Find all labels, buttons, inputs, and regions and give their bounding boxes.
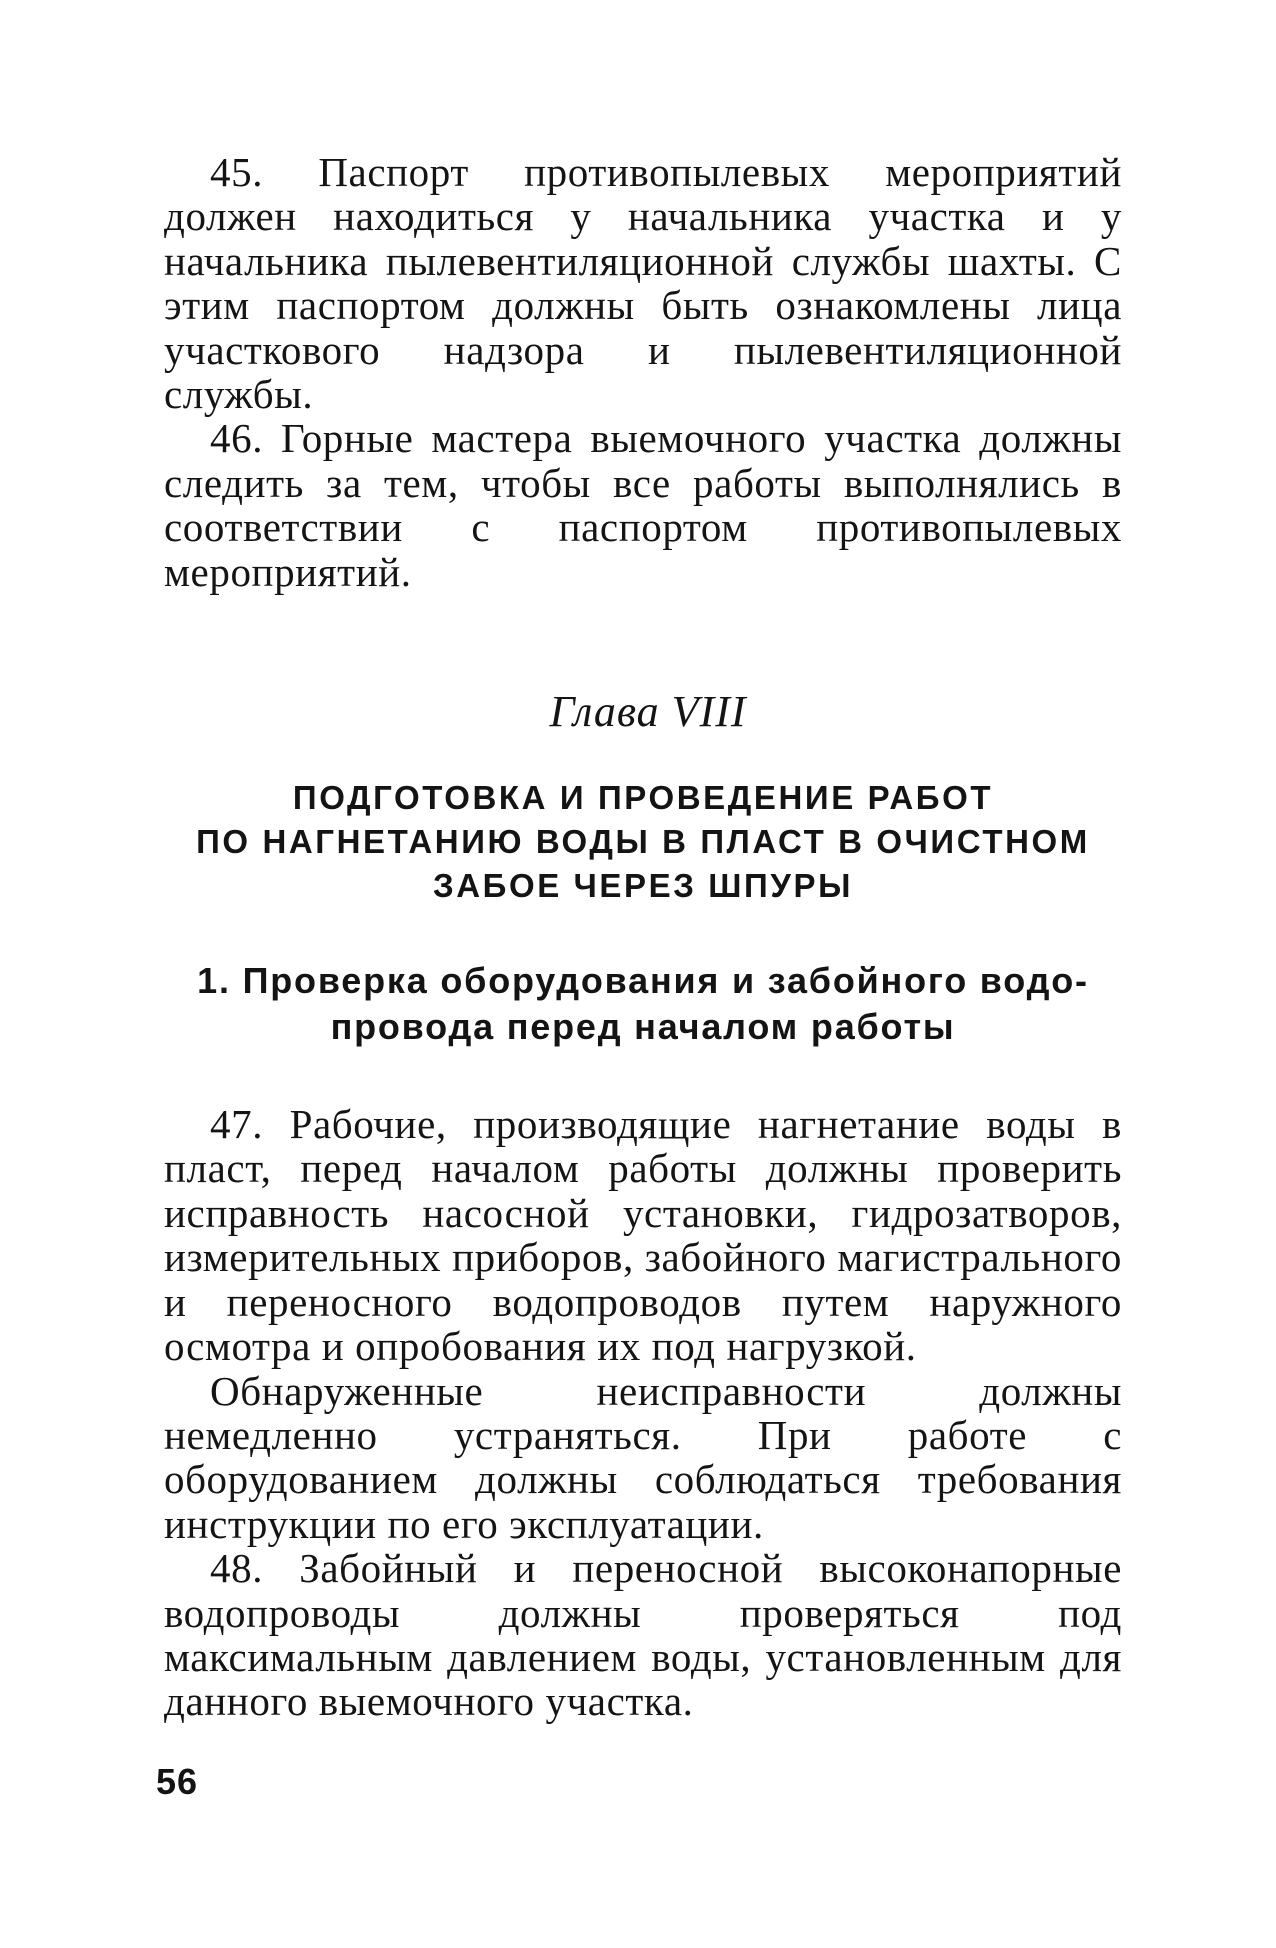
section-title (164, 958, 1122, 1050)
paragraph-47-continued: Обнаруженные неисправности должны немедленно устраняться. При работе с оборудованием должны соблюдаться требования инструкции по его эксплуатации. (164, 1367, 1122, 1547)
chapter-title-line: ПО НАГНЕТАНИЮ ВОДЫ В ПЛАСТ В ОЧИСТНОМ (196, 823, 1090, 861)
page-number: 56 (156, 1761, 199, 1802)
section-title-line: провода перед началом работы (330, 1006, 956, 1048)
chapter-title (164, 776, 1122, 908)
paragraph-48: 48. Забойный и переносной высоконапорные водопроводы должны проверяться под максимальным давлением воды, установленным для данного выемочного участка. (164, 1545, 1122, 1725)
chapter-title-line: ПОДГОТОВКА И ПРОВЕДЕНИЕ РАБОТ (292, 779, 994, 817)
section-title-line: 1. Проверка оборудования и забойного водо- (197, 960, 1089, 1002)
section-body (164, 1102, 1122, 1724)
chapter-label: Глава VIII (549, 687, 747, 737)
page-body (164, 150, 1122, 1724)
paragraph-47: 47. Рабочие, производящие нагнетание воды в пласт, перед началом работы должны проверить исправность насосной установки, гидрозатворов, измерительных приборов, забойного магистрального и переносного водопроводов путем наружного осмотра и опробования их под нагрузкой. (164, 1101, 1122, 1370)
paragraph-46: 46. Горные мастера выемочного участка должны следить за тем, чтобы все работы выполнялись в соответствии с паспортом противопылевых мероприятий. (164, 415, 1122, 595)
paragraph-45: 45. Паспорт противопылевых мероприятий должен находиться у начальника участка и у начальника пылевентиляционной службы шахты. С этим паспортом должны быть ознакомлены лица участкового надзора и пылевентиляционной службы. (164, 149, 1122, 418)
chapter-title-line: ЗАБОЕ ЧЕРЕЗ ШПУРЫ (432, 867, 854, 905)
